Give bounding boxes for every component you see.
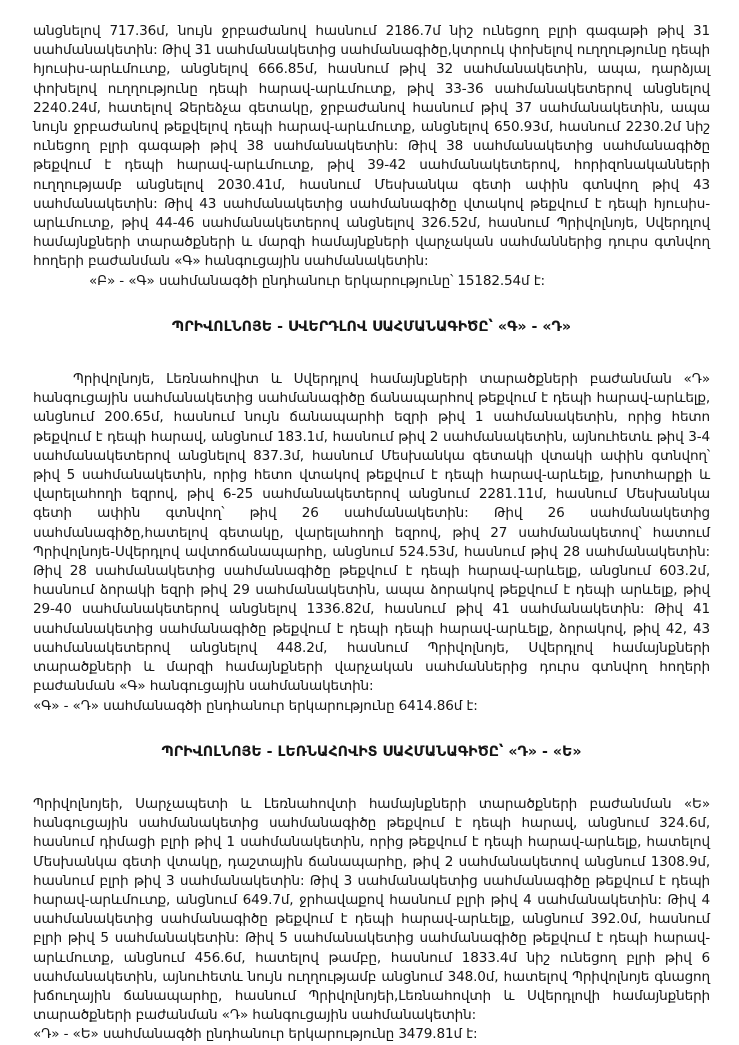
- paragraph-boundary-d-e: Պրիվոլնոյեի, Սարչապետի և Լեռնահովտի համայնքների տարածքների բաժանման «Ե» հանգուցային սահմանակետից սահմանագիծը թեքվում է դեպի հարավ, անցնում 324.6մ, հասնում դիմացի բլրի թիվ 1 սահմանակետին, որից թեքվում է դեպի հարավ-արևելք, հատելով Մեսխանկա գետի վտակը, դաշտային ճանապարհը, թիվ 2 սահմանակետով անցնում 1308.9մ, հասնում բլրի թիվ 3 սահմանակետին: Թիվ 3 սահմանակետից սահմանագիծը թեքվում է դեպի հարավ-արևմուտք, անցնում 649.7մ, ջրհավաքով հասնում բլրի թիվ 4 սահմանակետին: Թիվ 4 սահմանակետից սահմանագիծը թեքվում է դեպի հարավ-արևելք, անցնում 392.0մ, հասնում բլրի թիվ 5 սահմանակետին: Թիվ 5 սահմանակետից սահմանագիծը թեքվում է դեպի հարավ-արևմուտք, անցնում 456.6մ, հատելով թամբը, հասնում 1833.4մ նիշ ունեցող բլրի թիվ 6 սահմանակետին, այնուհետև նույն ուղղությամբ անցնում 348.0մ, հատելով Պրիվոլնոյե գնացող խճուղային ճանապարհը, հասնում Պրիվոլնոյեի,Լեռնահովտի և Սվերդլովի համայնքների տարածքների բաժանման «Դ» հանգուցային սահմանակետին:: [33, 795, 710, 1024]
- total-length-line-g-d: «Գ» - «Դ» սահմանագծի ընդհանուր երկարությունը 6414.86մ է:: [33, 697, 478, 714]
- paragraph-boundary-b-g-continuation: անցնելով 717.36մ, նույն ջրբաժանով հասնում 2186.7մ նիշ ունեցող բլրի գագաթի թիվ 31 սահմանակետին: Թիվ 31 սահմանակետից սահմանագիծը,կտրուկ փոխելով ուղղությունը դեպի հյուսիս-արևմուտք, անցնելով 666.85մ, հասնում թիվ 32 սահմանակետին, ապա, դարձյալ փոխելով ուղղությունը դեպի հարավ-արևմուտք, թիվ 33-36 սահմանակետերով անցնելով 2240.24մ, հատելով Ձերեձչա գետակը, ջրբաժանով հասնում թիվ 37 սահմանակետին, ապա նույն ջրբաժանով թեքվելով դեպի հարավ-արևմուտք, անցնելով 650.93մ, հասնում 2230.2մ նիշ ունեցող բլրի գագաթի թիվ 38 սահմանակետին: Թիվ 38 սահմանակետից սահմանագիծը թեքվում է դեպի հարավ-արևմուտք, թիվ 39-42 սահմանակետերով, հորիզոնականների ուղղությամբ անցնելով 2030.41մ, հասնում Մեսխանկա գետի ափին գտնվող թիվ 43 սահմանակետին: Թիվ 43 սահմանակետից սահմանագիծը վտակով թեքվում է դեպի հյուսիս-արևմուտք, թիվ 44-46 սահմանակետերով անցնելով 326.52մ, հասնում Պրիվոլնոյե, Սվերդլով համայնքների տարածքների և մարզի համայնքների վարչական սահմաններից դուրս գտնվող հողերի բաժանման «Գ» հանգուցային սահմանակետին:: [33, 23, 710, 270]
- total-length-line-b-g: «Բ» - «Գ» սահմանագծի ընդհանուր երկարությունը՝ 15182.54մ է:: [89, 272, 545, 289]
- section-heading-privolnoye-lernahovit: ՊՐԻՎՈԼՆՈՅԵ - ԼԵՌՆԱՀՈՎԻՏ ՍԱՀՄԱՆԱԳԻԾԸ՝ «Դ» - «Ե»: [161, 743, 582, 760]
- paragraph-boundary-g-d: Պրիվոլնոյե, Լեռնահովիտ և Սվերդլով համայնքների տարածքների բաժանման «Դ» հանգուցային սահմանակետից սահմանագիծը ճանապարհով թեքվում է դեպի հարավ-արևելք, անցնում 200.65մ, հասնում նույն ճանապարհի եզրի թիվ 1 սահմանակետին, որից հետո թեքվում է դեպի հարավ, անցնում 183.1մ, հասնում թիվ 2 սահմանակետին, այնուհետև թիվ 3-4 սահմանակետերով անցնելով 837.3մ, հասնում Մեսխանկա գետակի վտակի ափին գտնվող՝ թիվ 5 սահմանակետին, որից հետո վտակով թեքվում է դեպի հարավ-արևելք, խոտհարքի և վարելահողի եզրով, թիվ 6-25 սահմանակետերով անցնում 2281.11մ, հասնում Մեսխանկա գետի ափին գտնվող՝ թիվ 26 սահմանակետին: Թիվ 26 սահմանակետից սահմանագիծը,հատելով գետակը, վարելահողի եզրով, թիվ 27 սահմանակետով՝ հատում Պրիվոլնոյե-Սվերդլով ավտոճանապարհը, անցնում 524.53մ, հասնում թիվ 28 սահմանակետին: Թիվ 28 սահմանակետից սահմանագիծը թեքվում է դեպի հարավ-արևելք, անցնում 603.2մ, հասնում ձորակի եզրի թիվ 29 սահմանակետին, ապա ձորակով թեքվում է դեպի արևելք, թիվ 29-40 սահմանակետերով անցնելով 1336.82մ, հասնում թիվ 41 սահմանակետին: Թիվ 41 սահմանակետից սահմանագիծը թեքվում է դեպի դեպի հարավ-արևելք, ձորակով, թիվ 42, 43 սահմանակետերով անցնելով 448.2մ, հասնում Պրիվոլնոյե, Սվերդլով համայնքների տարածքների և մարզի համայնքների վարչական սահմաններից դուրս գտնվող հողերի բաժանման «Գ» հանգուցային սահմանակետին:: [33, 371, 710, 695]
- total-length-line-d-e: «Դ» - «Ե» սահմանագծի ընդհանուր երկարությունը 3479.81մ է:: [33, 1026, 478, 1043]
- section-heading-privolnoye-sverdlov: ՊՐԻՎՈԼՆՈՅԵ - ՍՎԵՐԴԼՈՎ ՍԱՀՄԱՆԱԳԻԾԸ՝ «Գ» - «Դ»: [171, 318, 572, 335]
